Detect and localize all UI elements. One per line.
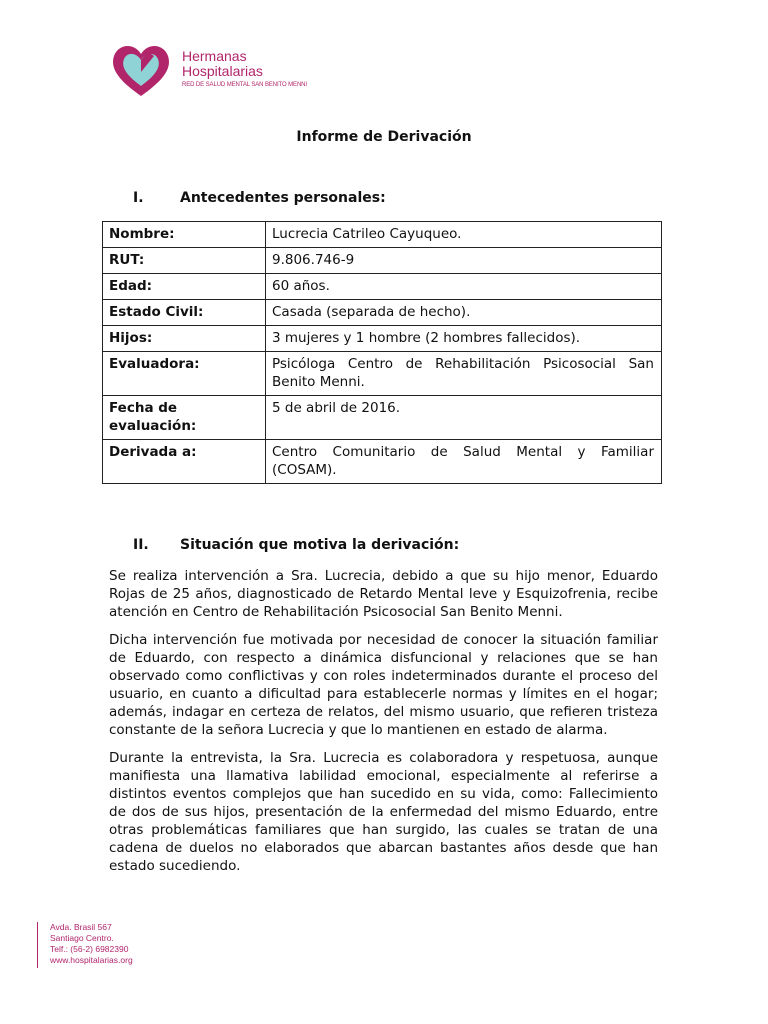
brand-subtitle: RED DE SALUD MENTAL SAN BENITO MENNI [182, 82, 307, 88]
row-label-rut: RUT: [103, 248, 266, 274]
footer-address: Avda. Brasil 567 [50, 922, 112, 932]
paragraph: Se realiza intervención a Sra. Lucrecia, debido a que su hijo menor, Eduardo Rojas de 25 años, diagnosticado de Retardo Mental leve y Esquizofrenia, recibe atención en Centro de Rehabilitación Psicosocial San Benito Menni. [109, 568, 658, 620]
document-title: Informe de Derivación [296, 129, 472, 145]
footer-contact [50, 922, 133, 966]
row-value-estado-civil: Casada (separada de hecho). [266, 300, 662, 326]
table-row [103, 248, 662, 274]
row-label-estado-civil: Estado Civil: [103, 300, 266, 326]
row-label-derivada: Derivada a: [103, 440, 266, 484]
row-value-evaluadora: Psicóloga Centro de Rehabilitación Psicosocial San Benito Menni. [266, 352, 662, 396]
section-heading-situacion [133, 537, 459, 553]
footer-phone: Telf.: (56-2) 6982390 [50, 944, 129, 954]
paragraph: Dicha intervención fue motivada por necesidad de conocer la situación familiar de Eduardo, con respecto a dinámica disfuncional y relaciones que se han observado como conflictivas y con roles indeterminados durante el proceso del usuario, en cuanto a dificultad para establecerle normas y límites en el hogar; además, indagar en certeza de relatos, del mismo usuario, que refieren tristeza constante de la señora Lucrecia y que lo mantienen en estado de alarma. [109, 632, 658, 738]
brand-name-line2: Hospitalarias [182, 63, 263, 79]
section-title: Antecedentes personales: [180, 190, 386, 206]
table-row [103, 396, 662, 440]
section-body [109, 567, 658, 885]
row-value-nombre: Lucrecia Catrileo Cayuqueo. [266, 222, 662, 248]
table-row [103, 352, 662, 396]
row-value-edad: 60 años. [266, 274, 662, 300]
table-row [103, 440, 662, 484]
brand-name [182, 49, 263, 79]
section-number: I. [133, 190, 144, 206]
row-label-edad: Edad: [103, 274, 266, 300]
paragraph: Durante la entrevista, la Sra. Lucrecia es colaboradora y respetuosa, aunque manifiesta una llamativa labilidad emocional, especialmente al referirse a distintos eventos complejos que han sucedido en su vida, como: Fallecimiento de dos de sus hijos, presentación de la enfermedad del mismo Eduardo, entre otras problemáticas familiares que han surgido, las cuales se tratan de una cadena de duelos no elaborados que abarcan bastantes años desde que han estado sucediendo. [109, 750, 658, 874]
row-value-hijos: 3 mujeres y 1 hombre (2 hombres fallecidos). [266, 326, 662, 352]
heart-logo-icon [108, 42, 174, 100]
table-row [103, 274, 662, 300]
row-value-derivada: Centro Comunitario de Salud Mental y Familiar (COSAM). [266, 440, 662, 484]
brand-name-line1: Hermanas [182, 48, 247, 64]
row-label-fecha-evaluacion: Fecha de evaluación: [103, 396, 266, 440]
footer-website-link[interactable]: www.hospitalarias.org [50, 955, 133, 965]
brand-logo [108, 42, 308, 102]
table-row [103, 326, 662, 352]
row-label-evaluadora: Evaluadora: [103, 352, 266, 396]
row-label-nombre: Nombre: [103, 222, 266, 248]
footer-divider [37, 922, 38, 968]
section-title: Situación que motiva la derivación: [180, 537, 460, 553]
row-label-hijos: Hijos: [103, 326, 266, 352]
table-row [103, 300, 662, 326]
section-heading-antecedentes [133, 190, 386, 206]
personal-info-table [102, 221, 662, 484]
row-value-fecha-evaluacion: 5 de abril de 2016. [266, 396, 662, 440]
row-value-rut: 9.806.746-9 [266, 248, 662, 274]
table-row [103, 222, 662, 248]
section-number: II. [133, 537, 149, 553]
footer-city: Santiago Centro. [50, 933, 114, 943]
